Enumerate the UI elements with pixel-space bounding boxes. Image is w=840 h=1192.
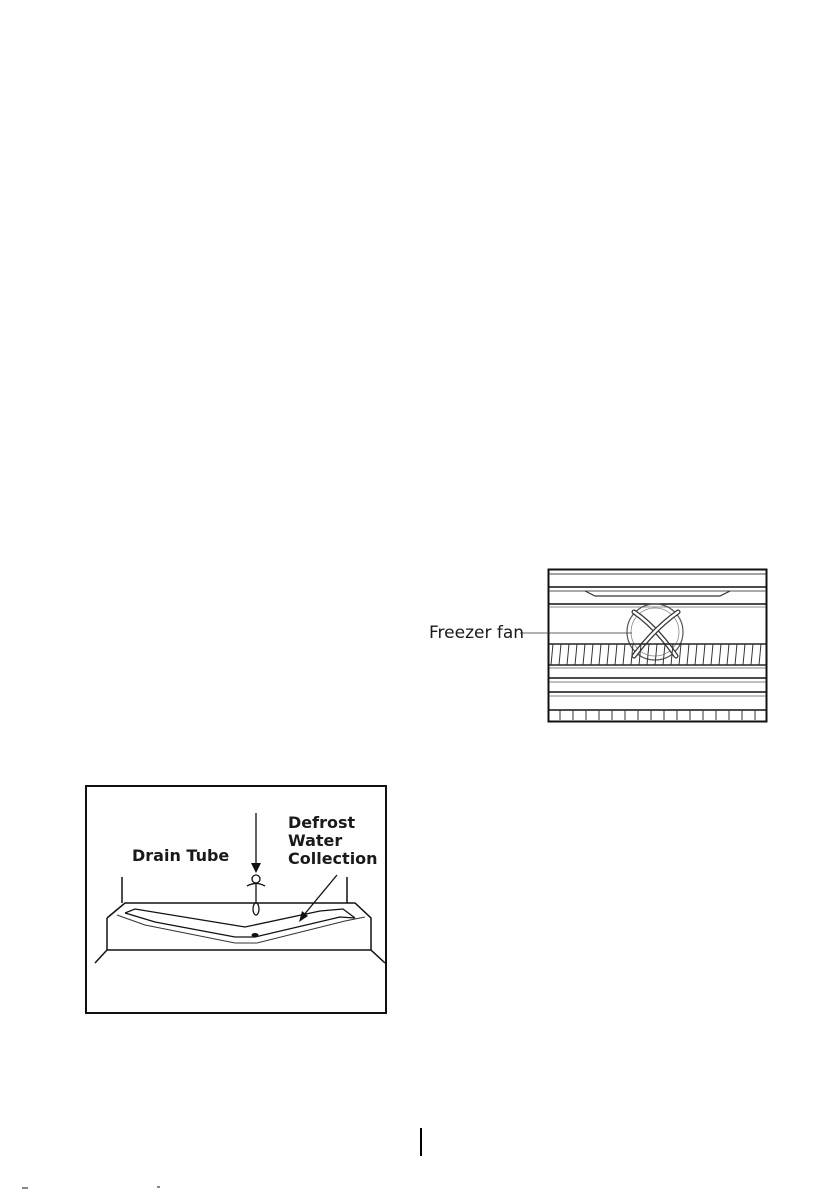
page-number-mark — [420, 1128, 422, 1156]
crop-marks — [0, 1186, 840, 1192]
freezer-fan-figure — [420, 560, 780, 735]
defrost-label-line-3: Collection — [288, 849, 378, 868]
defrost-water-collection-label — [288, 814, 378, 868]
freezer-fan-label: Freezer fan — [429, 623, 525, 643]
freezer-fan-illustration — [420, 560, 780, 735]
defrost-label-line-1: Defrost — [288, 813, 356, 832]
defrost-label-line-2: Water — [288, 831, 343, 850]
drain-tube-label: Drain Tube — [132, 846, 230, 865]
